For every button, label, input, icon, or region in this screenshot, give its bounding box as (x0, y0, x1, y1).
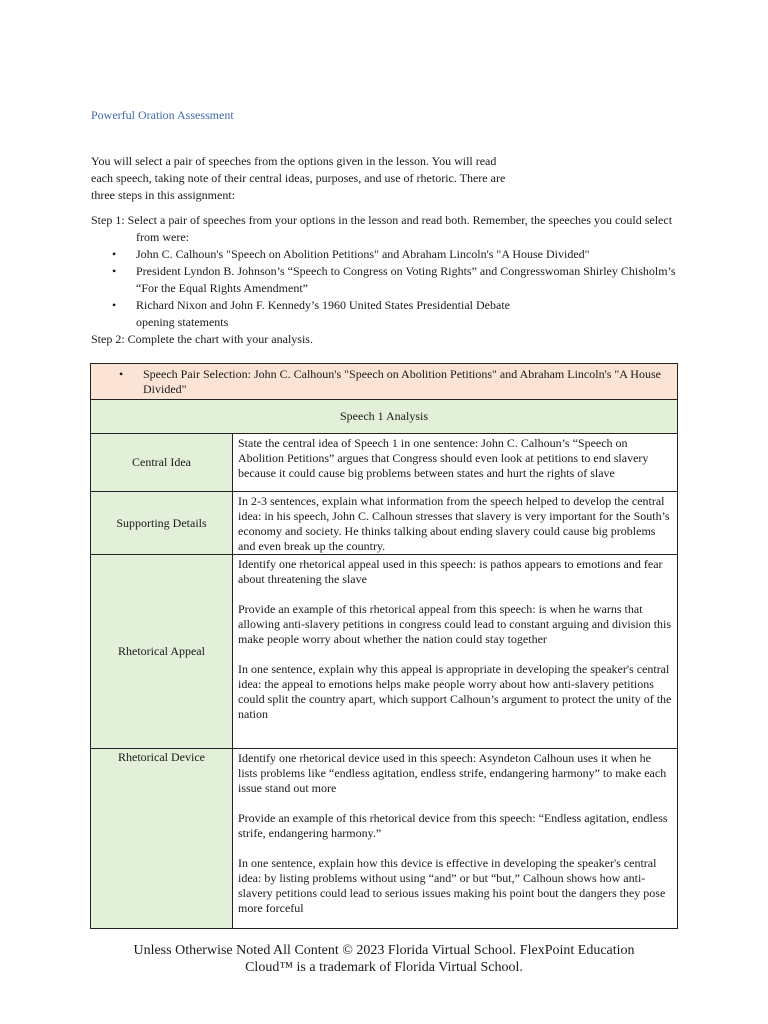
rhetorical-device-label: Rhetorical Device (91, 749, 233, 929)
footer-line: Unless Otherwise Noted All Content © 2023 Florida Virtual School. FlexPoint Education (133, 943, 635, 958)
speech-pair-selection: • Speech Pair Selection: John C. Calhoun's "Speech on Abolition Petitions" and Abraham Lincoln's "A House Divided" (91, 364, 677, 397)
supporting-details-text: In 2-3 sentences, explain what information from the speech helped to develop the central idea: in his speech, John C. Calhoun stresses that slavery is very important for the South’s economy and society. He thinks talking about ending slavery could cause big problems and even break up the country. (238, 494, 670, 553)
rhetorical-appeal-response (233, 555, 678, 749)
speech-options-list (91, 246, 676, 331)
supporting-details-label: Supporting Details (91, 492, 233, 555)
intro-line: You will select a pair of speeches from the options given in the lesson. You will read (91, 154, 497, 168)
intro-line: each speech, taking note of their central ideas, purposes, and use of rhetoric. There are (91, 171, 506, 185)
rhetorical-appeal-label: Rhetorical Appeal (91, 555, 233, 749)
copyright-footer (0, 942, 768, 976)
supporting-details-response (233, 492, 678, 555)
step-1-text: Step 1: Select a pair of speeches from your options in the lesson and read both. Remember, the speeches you could select from were: (91, 213, 673, 244)
speech-1-analysis-heading: Speech 1 Analysis (91, 400, 678, 434)
rhetorical-device-example: Provide an example of this rhetorical device from this speech: “Endless agitation, endless strife, endangering harmony.” (238, 811, 668, 840)
intro-paragraph (91, 153, 531, 204)
step-2-text: Step 2: Complete the chart with your analysis. (91, 332, 313, 346)
central-idea-text: State the central idea of Speech 1 in one sentence: John C. Calhoun’s “Speech on Abolition Petitions” argues that Congress should even look at petitions to end slavery because it could cause big problems between states and hurt the rights of slave (238, 436, 649, 480)
intro-line: three steps in this assignment: (91, 188, 235, 202)
rhetorical-appeal-explanation: In one sentence, explain why this appeal is appropriate in developing the speaker's central idea: the appeal to emotions helps make people worry about how anti-slavery petitions could split the country apart, which support Calhoun’s argument to protect the unity of the nation (238, 662, 672, 721)
speech-option: • Richard Nixon and John F. Kennedy’s 1960 United States Presidential Debate (136, 297, 676, 314)
page-title: Powerful Oration Assessment (91, 108, 234, 122)
speech-option: • John C. Calhoun's "Speech on Abolition Petitions" and Abraham Lincoln's "A House Divided" (136, 246, 676, 263)
rhetorical-appeal-example: Provide an example of this rhetorical appeal from this speech: is when he warns that allowing anti-slavery petitions in congress could lead to constant arguing and division this make people worry about whether the nation could stay together (238, 602, 672, 646)
speech-option-continuation: opening statements (136, 315, 229, 329)
analysis-chart (90, 363, 678, 929)
speech-pair-selection-cell (91, 364, 678, 400)
rhetorical-appeal-identify: Identify one rhetorical appeal used in this speech: is pathos appears to emotions and fear about threatening the slave (238, 557, 663, 586)
step-1 (91, 212, 676, 331)
speech-option: • President Lyndon B. Johnson’s “Speech to Congress on Voting Rights” and Congresswoman Shirley Chisholm’s “For the Equal Rights Amendment” (136, 263, 676, 297)
rhetorical-device-response (233, 749, 678, 929)
rhetorical-device-explanation: In one sentence, explain how this device is effective in developing the speaker's central idea: by listing problems without using “and” or but “but,” Calhoun shows how anti-slavery petitions could lead to serious issues making his point bout the dangers they pose more forceful (238, 856, 666, 915)
central-idea-response (233, 434, 678, 492)
footer-line: Cloud™ is a trademark of Florida Virtual School. (245, 960, 523, 975)
central-idea-label: Central Idea (91, 434, 233, 492)
rhetorical-device-identify: Identify one rhetorical device used in this speech: Asyndeton Calhoun uses it when he lists problems like “endless agitation, endless strife, endangering harmony” to make each issue stand out more (238, 751, 667, 795)
